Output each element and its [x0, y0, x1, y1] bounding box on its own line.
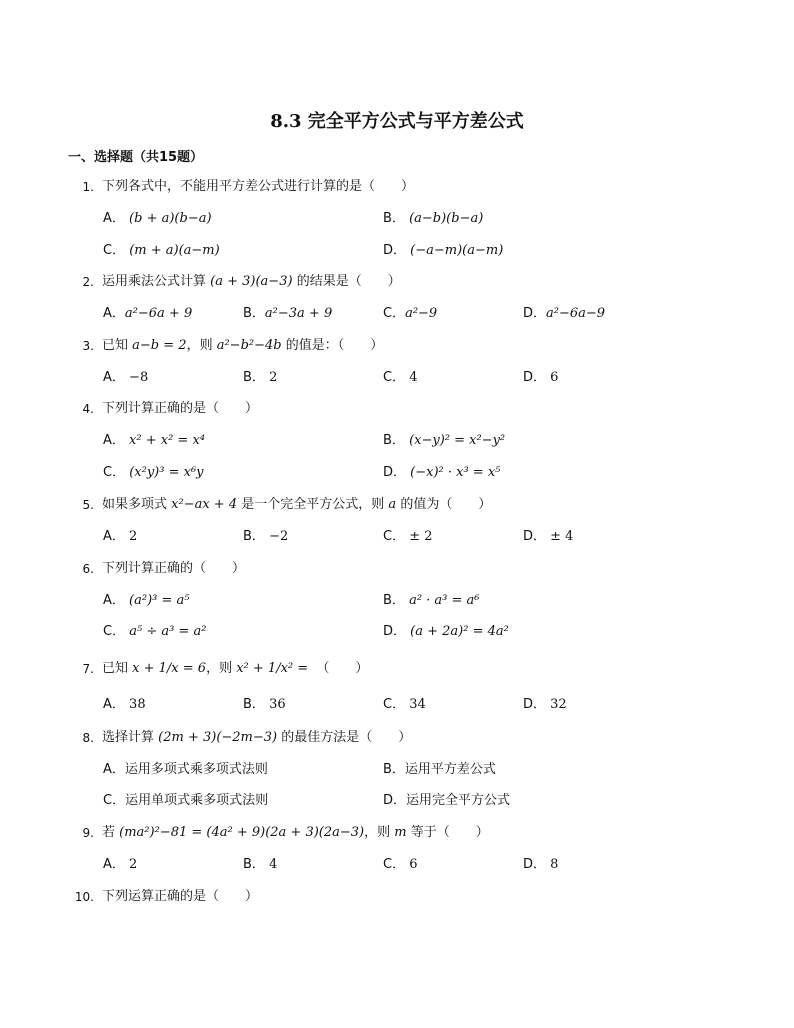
question-text: 已知 a−b = 2，则 a²−b²−4b 的值是：（ ） [102, 338, 384, 353]
option-b: B．运用平方差公式 [383, 762, 496, 777]
option-a: A．运用多项式乘多项式法则 [103, 762, 268, 777]
question-number: 6. [82, 562, 94, 576]
option-b: B． (x−y)² = x²−y² [383, 433, 506, 448]
option-b: B． 36 [243, 697, 286, 712]
question-text: 运用乘法公式计算 (a + 3)(a−3) 的结果是（ ） [102, 274, 401, 289]
question-text: 若 (ma²)²−81 = (4a² + 9)(2a + 3)(2a−3)，则 m 等于（ ） [102, 825, 489, 840]
question-text: 已知 x + 1/x = 6，则 x² + 1/x² = （ ） [102, 661, 369, 676]
option-expr: (m + a)(a−m) [129, 243, 220, 258]
option-d: D． (−x)² · x³ = x⁵ [383, 465, 501, 480]
question-text: 下列运算正确的是（ ） [102, 889, 259, 904]
question-number: 8. [82, 731, 94, 745]
question-text: 下列计算正确的是（ ） [102, 401, 259, 416]
question-text: 如果多项式 x²−ax + 4 是一个完全平方公式，则 a 的值为（ ） [102, 497, 492, 512]
option-expr: a²−3a + 9 [264, 306, 333, 321]
option-label: B． [383, 211, 405, 226]
option-c: C．a²−9 [383, 306, 438, 321]
option-a: A． 2 [103, 529, 138, 544]
option-d: D． 8 [523, 857, 559, 872]
option-a: A． −8 [103, 370, 149, 385]
option-d: D． (a + 2a)² = 4a² [383, 624, 509, 639]
question-number: 5. [82, 498, 94, 512]
option-label: A． [103, 211, 125, 226]
option-c: C． 34 [383, 697, 426, 712]
option-a: A．a²−6a + 9 [103, 306, 193, 321]
question-number: 9. [82, 826, 94, 840]
option-d: D．运用完全平方公式 [383, 793, 511, 808]
question-number: 3. [82, 339, 94, 353]
option-expr: (a−b)(b−a) [409, 211, 484, 226]
option-label: C． [103, 243, 126, 258]
option-b: B． a² · a³ = a⁶ [383, 593, 480, 608]
option-c: C． ± 2 [383, 529, 433, 544]
question-text: 下列计算正确的（ ） [102, 561, 246, 576]
option-expr: a²−6a + 9 [124, 306, 193, 321]
option-label: D． [383, 243, 407, 258]
option-expr: a²−9 [405, 306, 438, 321]
option-d [383, 242, 503, 260]
question-expr: (a + 3)(a−3) [210, 274, 293, 289]
question-text: 选择计算 (2m + 3)(−2m−3) 的最佳方法是（ ） [102, 730, 412, 745]
option-expr: a²−6a−9 [546, 306, 606, 321]
option-d: D． ± 4 [523, 529, 574, 544]
option-a: A． 2 [103, 857, 138, 872]
option-c: C． 6 [383, 857, 418, 872]
option-b: B． −2 [243, 529, 289, 544]
option-c: C． 4 [383, 370, 418, 385]
question-number: 2. [82, 275, 94, 289]
option-a [103, 210, 212, 228]
option-d: D． 32 [523, 697, 567, 712]
option-c: C．运用单项式乘多项式法则 [103, 793, 269, 808]
option-b: B． 4 [243, 857, 278, 872]
option-expr: (−a−m)(a−m) [410, 243, 504, 258]
option-c [103, 242, 220, 260]
section-heading: 一、选择题（共15题） [68, 150, 204, 165]
option-b: B．a²−3a + 9 [243, 306, 333, 321]
option-d: D．a²−6a−9 [523, 306, 606, 321]
option-b [383, 210, 483, 228]
option-a: A． 38 [103, 697, 146, 712]
question-number: 1. [82, 180, 94, 194]
option-d: D． 6 [523, 370, 559, 385]
page-title: 8.3 完全平方公式与平方差公式 [270, 111, 524, 132]
option-a: A． x² + x² = x⁴ [103, 433, 205, 448]
option-expr: (b + a)(b−a) [129, 211, 212, 226]
question-number: 4. [82, 402, 94, 416]
question-number: 10. [74, 890, 94, 904]
question-number: 7. [82, 662, 94, 676]
option-c: C． (x²y)³ = x⁶y [103, 465, 204, 480]
option-c: C． a⁵ ÷ a³ = a² [103, 624, 207, 639]
option-b: B． 2 [243, 370, 278, 385]
option-a: A． (a²)³ = a⁵ [103, 593, 190, 608]
question-text: 下列各式中，不能用平方差公式进行计算的是（ ） [102, 179, 415, 194]
